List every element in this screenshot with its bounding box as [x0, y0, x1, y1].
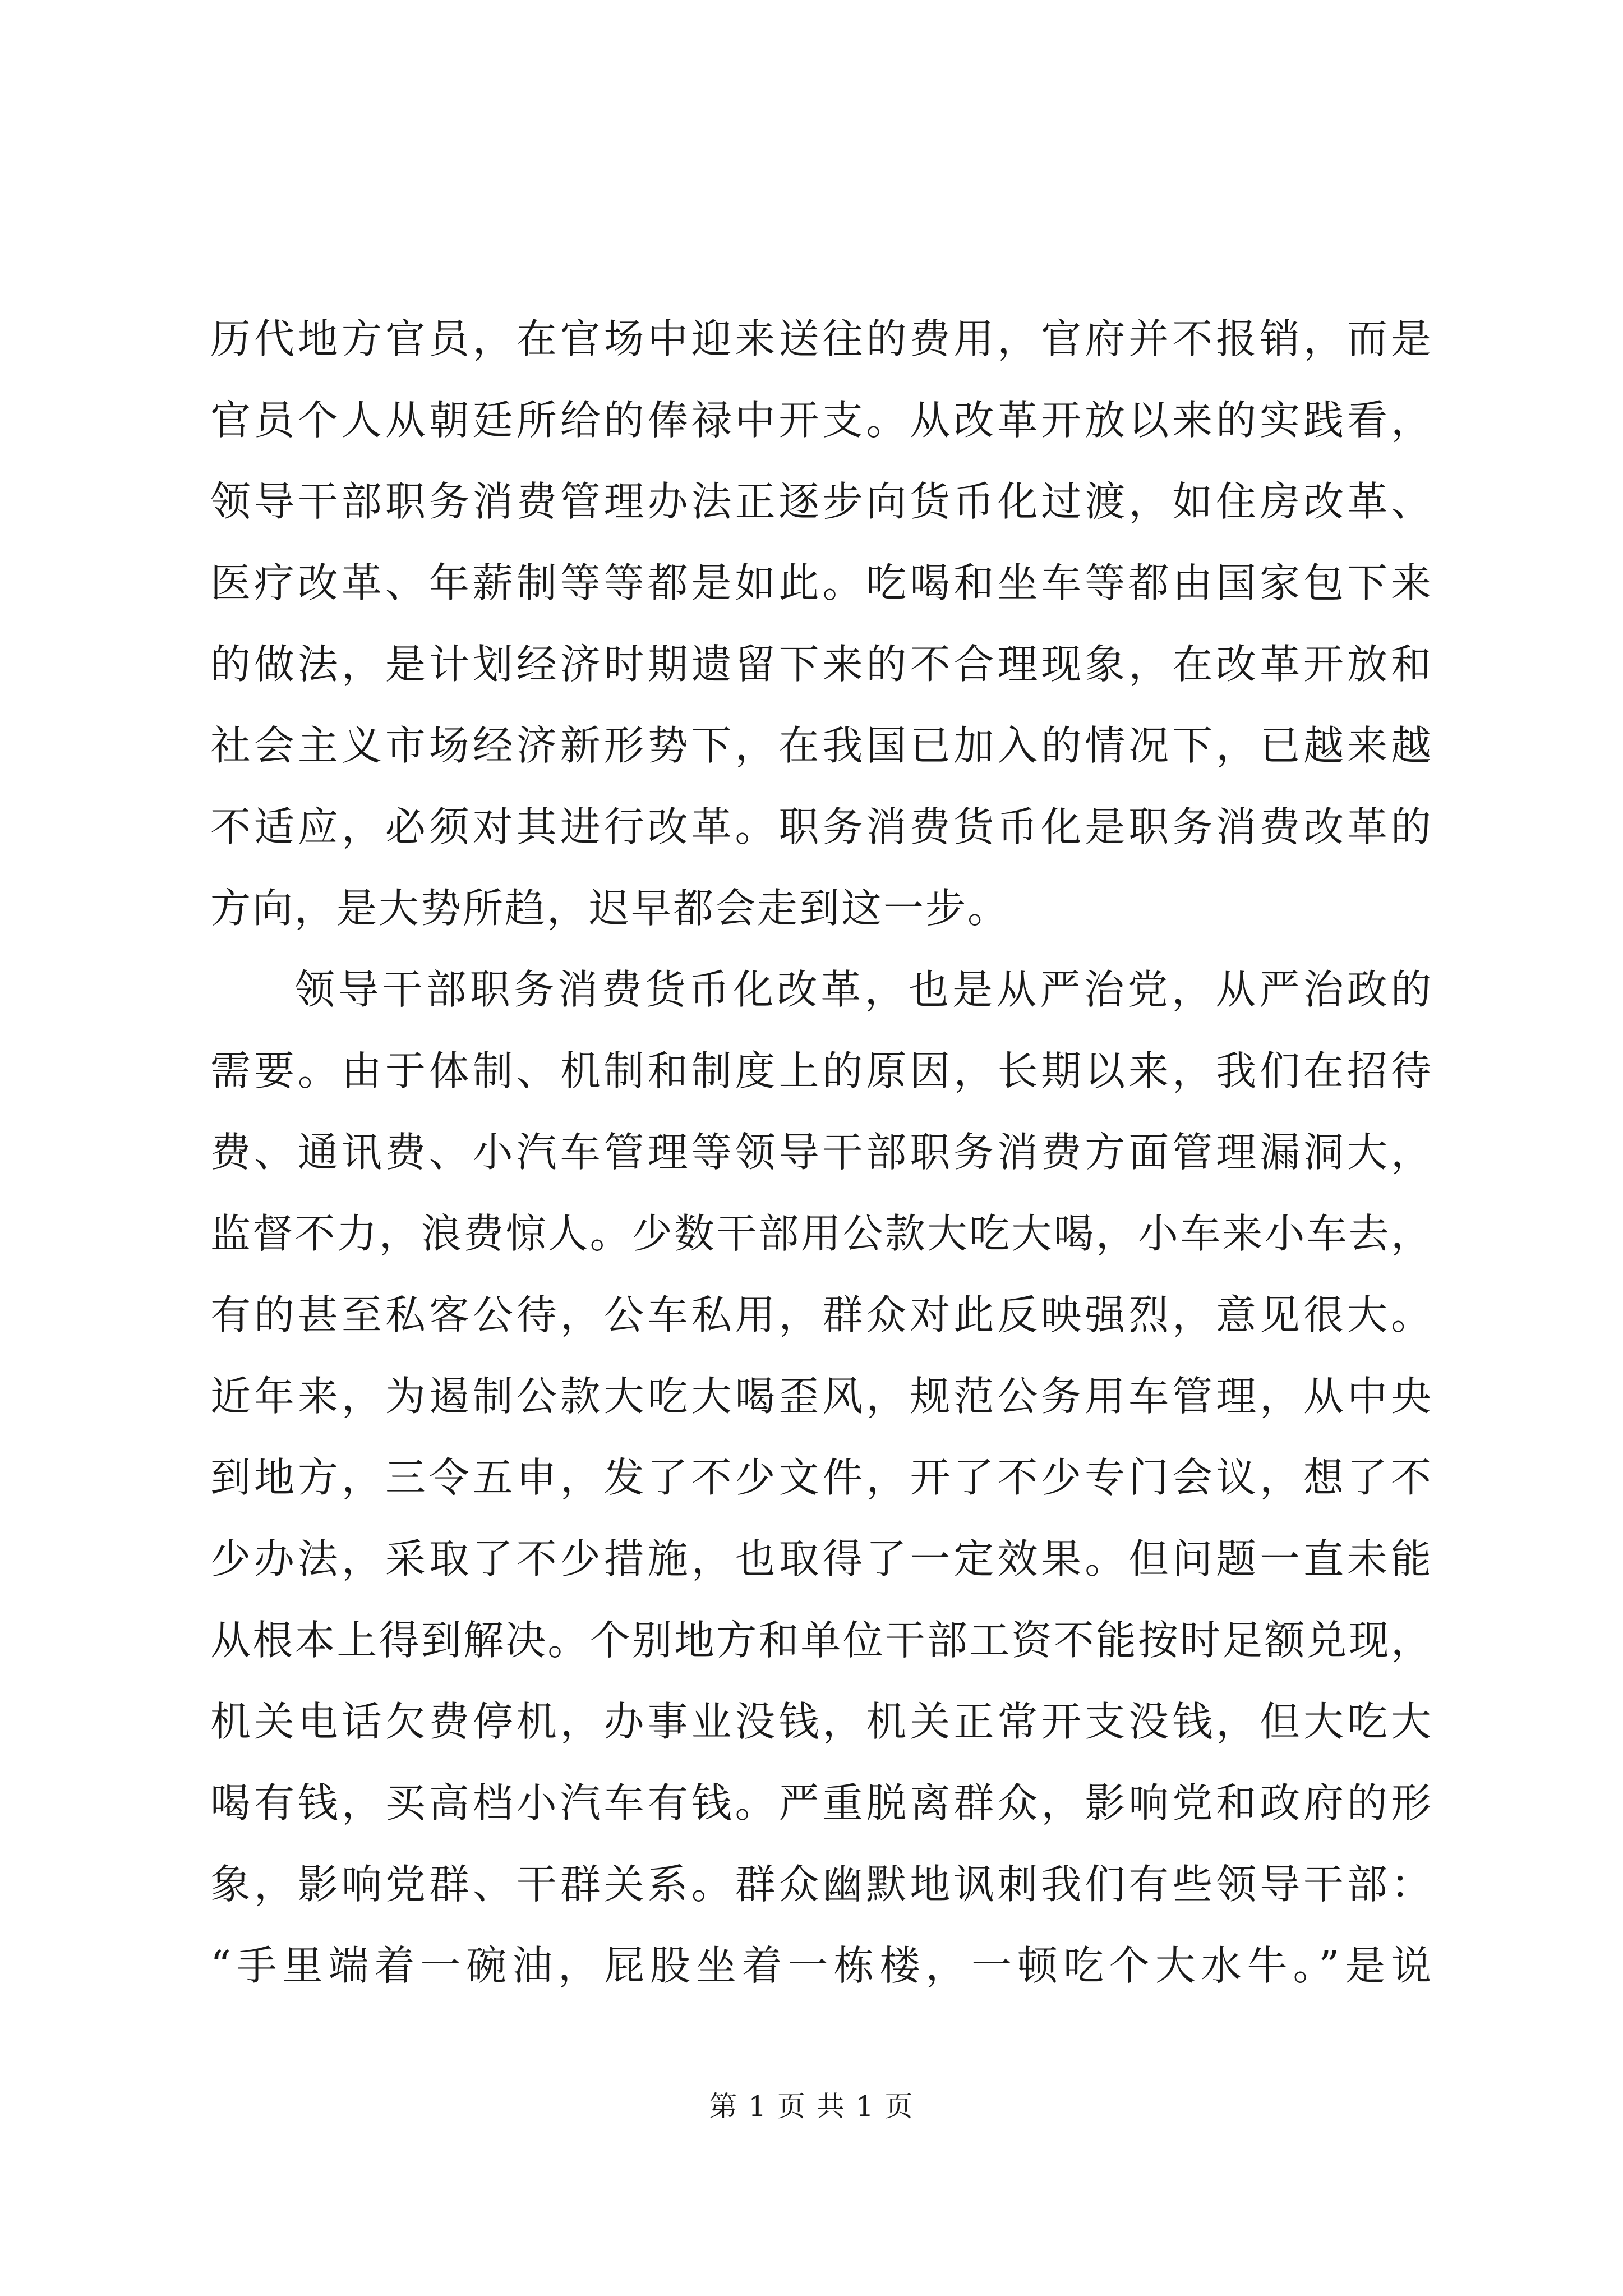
text-line: 不适应，必须对其进行改革。职务消费货币化是职务消费改革的 — [210, 803, 1433, 850]
paragraph-1 — [210, 298, 1433, 949]
text-line: 领导干部职务消费货币化改革，也是从严治党，从严治政的 — [294, 966, 1433, 1013]
text-line: 少办法，采取了不少措施，也取得了一定效果。但问题一直未能 — [210, 1535, 1433, 1582]
text-line: 需要。由于体制、机制和制度上的原因，长期以来，我们在招待 — [210, 1047, 1433, 1094]
text-line: 方向，是大势所趋，迟早都会走到这一步。 — [210, 885, 1010, 932]
text-line: 官员个人从朝廷所给的俸禄中开支。从改革开放以来的实践看， — [210, 397, 1433, 444]
text-line: 有的甚至私客公待，公车私用，群众对此反映强烈，意见很大。 — [210, 1291, 1433, 1338]
text-line: 从根本上得到解决。个别地方和单位干部工资不能按时足额兑现， — [210, 1617, 1433, 1664]
text-line: “手里端着一碗油，屁股坐着一栋楼，一顿吃个大水牛。”是说 — [210, 1942, 1433, 1989]
text-line: 费、通讯费、小汽车管理等领导干部职务消费方面管理漏洞大， — [210, 1129, 1433, 1176]
text-line: 社会主义市场经济新形势下，在我国已加入的情况下，已越来越 — [210, 722, 1433, 769]
text-line: 机关电话欠费停机，办事业没钱，机关正常开支没钱，但大吃大 — [210, 1698, 1433, 1745]
text-line: 领导干部职务消费管理办法正逐步向货币化过渡，如住房改革、 — [210, 478, 1433, 525]
text-line: 历代地方官员，在官场中迎来送往的费用，官府并不报销，而是 — [210, 315, 1433, 362]
page-number-footer: 第 1 页 共 1 页 — [709, 2090, 914, 2123]
text-line: 喝有钱，买高档小汽车有钱。严重脱离群众，影响党和政府的形 — [210, 1779, 1433, 1826]
text-line: 监督不力，浪费惊人。少数干部用公款大吃大喝，小车来小车去， — [210, 1210, 1433, 1257]
text-line: 医疗改革、年薪制等等都是如此。吃喝和坐车等都由国家包下来 — [210, 559, 1433, 606]
text-line: 到地方，三令五申，发了不少文件，开了不少专门会议，想了不 — [210, 1454, 1433, 1501]
text-line: 的做法，是计划经济时期遗留下来的不合理现象，在改革开放和 — [210, 641, 1433, 688]
body-text — [210, 298, 1433, 2007]
paragraph-2 — [210, 949, 1433, 2007]
text-line: 象，影响党群、干群关系。群众幽默地讽刺我们有些领导干部： — [210, 1861, 1433, 1908]
text-line: 近年来，为遏制公款大吃大喝歪风，规范公务用车管理，从中央 — [210, 1373, 1433, 1420]
